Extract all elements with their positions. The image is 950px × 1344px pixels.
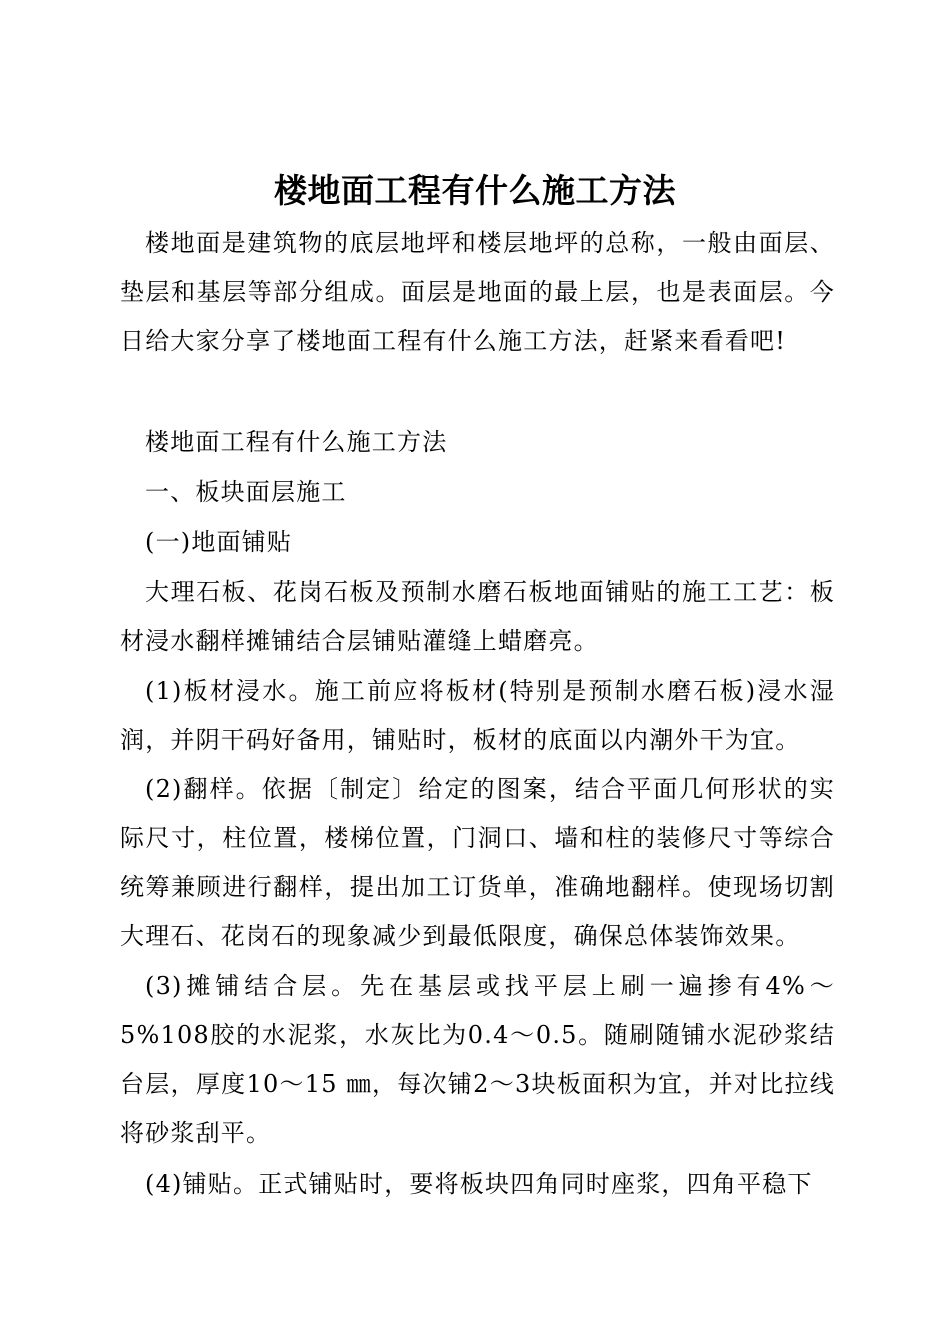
body-paragraph-process: 大理石板、花岗石板及预制水磨石板地面铺贴的施工工艺：板材浸水翻样摊铺结合层铺贴灌缝上蜡磨亮。 bbox=[120, 578, 835, 655]
subsection-heading: (一)地面铺贴 bbox=[145, 528, 293, 556]
intro-paragraph: 楼地面是建筑物的底层地坪和楼层地坪的总称，一般由面层、垫层和基层等部分组成。面层是地面的最上层，也是表面层。今日给大家分享了楼地面工程有什么施工方法，赶紧来看看吧! bbox=[120, 229, 835, 355]
section-heading: 一、板块面层施工 bbox=[145, 478, 347, 506]
body-paragraph-step-3: (3)摊铺结合层。先在基层或找平层上刷一遍掺有4%～5%108胶的水泥浆，水灰比为0.4～0.5。随刷随铺水泥砂浆结台层，厚度10～15 ㎜，每次铺2～3块板面积为宜，并对比拉线将砂浆刮平。 bbox=[120, 972, 835, 1147]
body-paragraph-step-1: (1)板材浸水。施工前应将板材(特别是预制水磨石板)浸水湿润，并阴干码好备用，铺贴时，板材的底面以内潮外干为宜。 bbox=[120, 677, 835, 754]
document-title: 楼地面工程有什么施工方法 bbox=[274, 171, 676, 211]
body-paragraph-step-4: (4)铺贴。正式铺贴时，要将板块四角同时座浆，四角平稳下 bbox=[145, 1170, 813, 1198]
body-paragraph-step-2: (2)翻样。依据〔制定〕给定的图案，结合平面几何形状的实际尺寸，柱位置，楼梯位置，门洞口、墙和柱的装修尺寸等综合统筹兼顾进行翻样，提出加工订货单，准确地翻样。使现场切割大理石、花岗石的现象减少到最低限度，确保总体装饰效果。 bbox=[120, 775, 835, 950]
article-subtitle: 楼地面工程有什么施工方法 bbox=[145, 428, 448, 456]
